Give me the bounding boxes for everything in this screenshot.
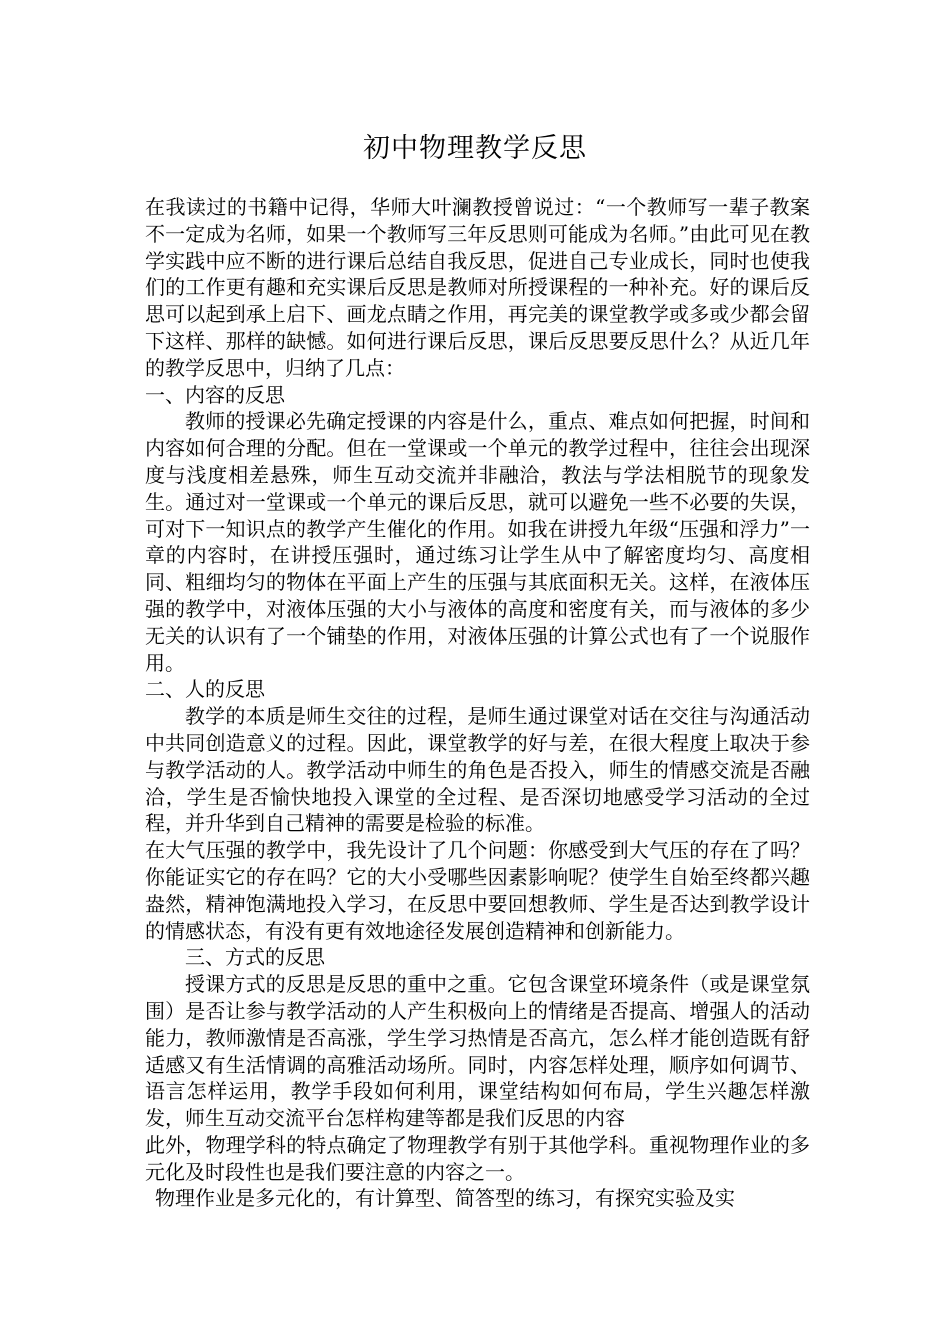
people-reflection-paragraph: 教学的本质是师生交往的过程，是师生通过课堂对话在交往与沟通活动中共同创造意义的过程。因此，课堂教学的好与差，在很大程度上取决于参与教学活动的人。教学活动中师生的角色是否投入，师生的情感交流是否融洽，学生是否愉快地投入课堂的全过程、是否深切地感受学习活动的全过程，并升华到自己精神的需要是检验的标准。 [145,704,810,836]
homework-paragraph: 物理作业是多元化的，有计算型、简答型的练习，有探究实验及实 [155,1186,735,1211]
document-title: 初中物理教学反思 [363,133,587,164]
section-heading-method: 三、方式的反思 [185,945,325,970]
physics-subject-paragraph: 此外，物理学科的特点确定了物理教学有别于其他学科。重视物理作业的多元化及时段性也是我们要注意的内容之一。 [145,1132,810,1184]
content-reflection-paragraph: 教师的授课必先确定授课的内容是什么，重点、难点如何把握，时间和内容如何合理的分配。但在一堂课或一个单元的教学过程中，往往会出现深度与浅度相差悬殊，师生互动交流并非融洽，教法与学法相脱节的现象发生。通过对一堂课或一个单元的课后反思，就可以避免一些不必要的失误，可对下一知识点的教学产生催化的作用。如我在讲授九年级“压强和浮力”一章的内容时，在讲授压强时，通过练习让学生从中了解密度均匀、高度相同、粗细均匀的物体在平面上产生的压强与其底面积无关。这样，在液体压强的教学中，对液体压强的大小与液体的高度和密度有关，而与液体的多少无关的认识有了一个铺垫的作用，对液体压强的计算公式也有了一个说服作用。 [145,409,810,675]
air-pressure-paragraph: 在大气压强的教学中，我先设计了几个问题：你感受到大气压的存在了吗？你能证实它的存在吗？它的大小受哪些因素影响呢？使学生自始至终都兴趣盎然，精神饱满地投入学习，在反思中要回想教师、学生是否达到教学设计的情感状态，有没有更有效地途径发展创造精神和创新能力。 [145,838,810,943]
intro-paragraph: 在我读过的书籍中记得，华师大叶澜教授曾说过：“一个教师写一辈子教案不一定成为名师，如果一个教师写三年反思则可能成为名师。”由此可见在教学实践中应不断的进行课后总结自我反思，促进自己专业成长，同时也使我们的工作更有趣和充实课后反思是教师对所授课程的一种补充。好的课后反思可以起到承上启下、画龙点睛之作用，再完美的课堂教学或多或少都会留下这样、那样的缺憾。如何进行课后反思，课后反思要反思什么？从近几年的教学反思中，归纳了几点： [145,195,810,380]
section-heading-people: 二、人的反思 [145,677,265,702]
method-reflection-paragraph: 授课方式的反思是反思的重中之重。它包含课堂环境条件（或是课堂氛围）是否让参与教学活动的人产生积极向上的情绪是否提高、增强人的活动能力，教师激情是否高涨，学生学习热情是否高亢，怎么样才能创造既有舒适感又有生活情调的高雅活动场所。同时，内容怎样处理，顺序如何调节、语言怎样运用，教学手段如何利用，课堂结构如何布局，学生兴趣怎样激发，师生互动交流平台怎样构建等都是我们反思的内容 [145,972,810,1131]
document-body [145,194,810,1212]
section-heading-content: 一、内容的反思 [145,382,285,407]
